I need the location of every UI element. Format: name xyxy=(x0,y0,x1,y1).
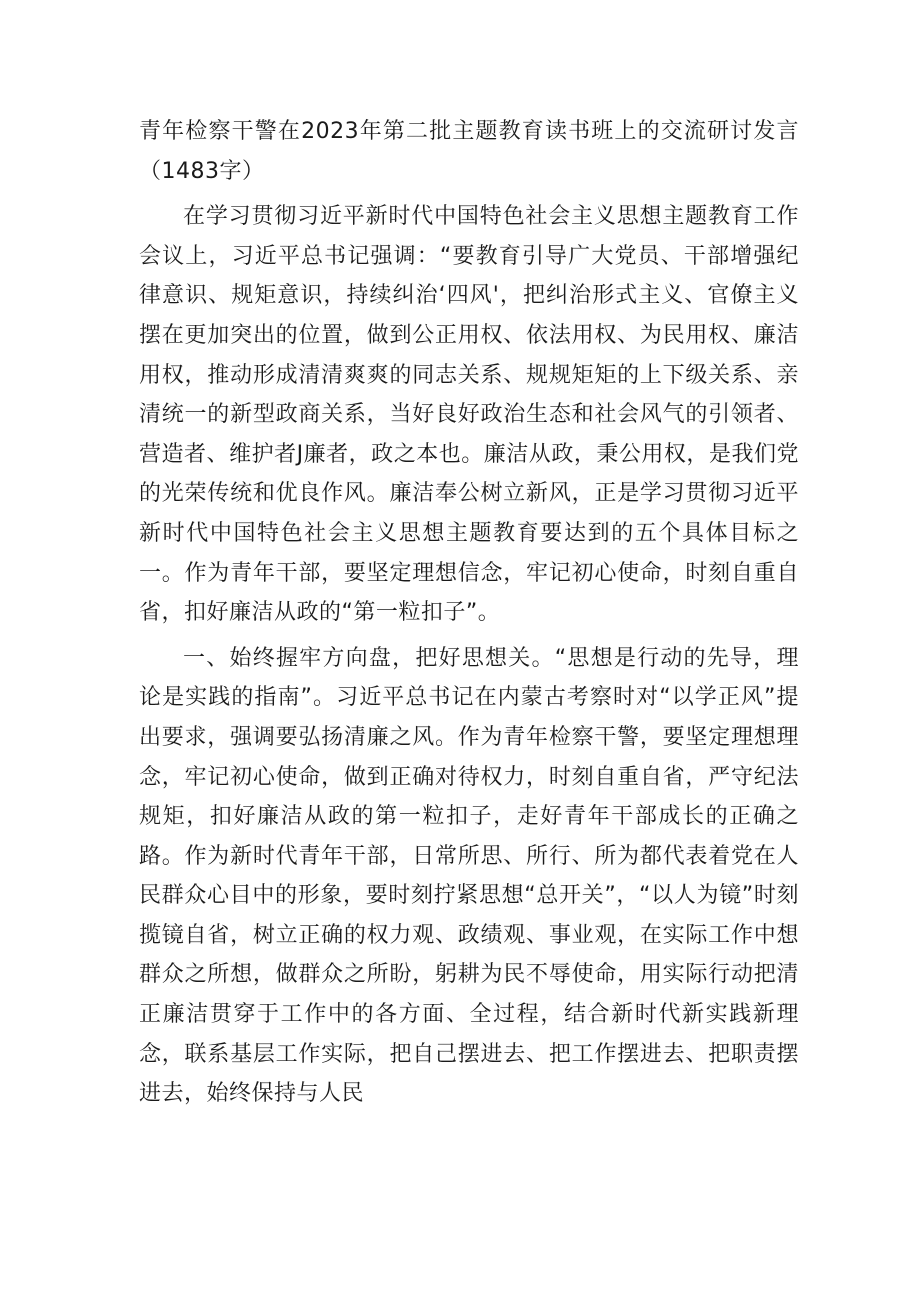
document-title: 青年检察干警在2023年第二批主题教育读书班上的交流研讨发言（1483字） xyxy=(139,119,799,184)
paragraph-section-one: 一、始终握牢方向盘，把好思想关。“思想是行动的先导，理论是实践的指南”。习近平总书记在内蒙古考察时对“以学正风”提出要求，强调要弘扬清廉之风。作为青年检察干警，要坚定理想理念，牢记初心使命，做到正确对待权力，时刻自重自省，严守纪法规矩，扣好廉洁从政的第一粒扣子，走好青年干部成长的正确之路。作为新时代青年干部，日常所思、所行、所为都代表着党在人民群众心目中的形象，要时刻拧紧思想“总开关”，“以人为镜”时刻揽镜自省，树立正确的权力观、政绩观、事业观，在实际工作中想群众之所想，做群众之所盼，躬耕为民不辱使命，用实际行动把清正廉洁贯穿于工作中的各方面、全过程，结合新时代新实践新理念，联系基层工作实际，把自己摆进去、把工作摆进去、把职责摆进去，始终保持与人民 xyxy=(139,645,799,1107)
document-body xyxy=(139,112,799,1120)
paragraph-intro: 在学习贯彻习近平新时代中国特色社会主义思想主题教育工作会议上，习近平总书记强调：“要教育引导广大党员、干部增强纪律意识、规矩意识，持续纠治‘四风'，把纠治形式主义、官僚主义摆在更加突出的位置，做到公正用权、依法用权、为民用权、廉洁用权，推动形成清清爽爽的同志关系、规规矩矩的上下级关系、亲清统一的新型政商关系，当好良好政治生态和社会风气的引领者、营造者、维护者J廉者，政之本也。廉洁从政，秉公用权，是我们党的光荣传统和优良作风。廉洁奉公树立新风，正是学习贯彻习近平新时代中国特色社会主义思想主题教育要达到的五个具体目标之一。作为青年干部，要坚定理想信念，牢记初心使命，时刻自重自省，扣好廉洁从政的“第一粒扣子”。 xyxy=(139,204,799,626)
